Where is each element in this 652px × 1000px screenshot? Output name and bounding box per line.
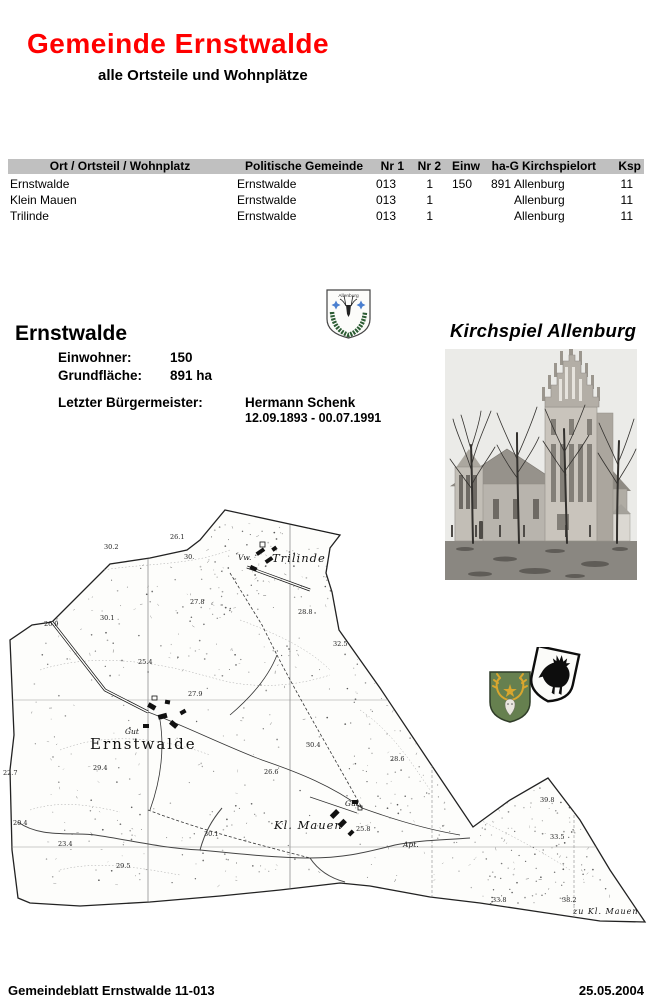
map-elevation-label: 25.8 <box>356 825 371 833</box>
cell-gemeinde: Ernstwalde <box>237 209 297 223</box>
buergermeister-name: Hermann Schenk <box>245 395 356 410</box>
map-elevation-label: 39.8 <box>540 796 555 804</box>
cell-kirchspielort: Allenburg <box>514 193 565 207</box>
territory-map <box>0 490 652 960</box>
map-place-label: Vw. <box>238 553 252 562</box>
table-header-row <box>8 159 644 174</box>
cell-nr1: 013 <box>375 209 396 223</box>
map-elevation-label: 22.7 <box>3 769 18 777</box>
allenburg-arms-icon <box>325 288 372 341</box>
map-place-label: Ernstwalde <box>90 735 197 753</box>
map-elevation-label: 27.8 <box>190 598 205 606</box>
map-elevation-label: 26.9 <box>44 620 59 628</box>
page-title: Gemeinde Ernstwalde <box>27 28 330 59</box>
cell-nr2: 1 <box>426 193 433 207</box>
map-elevation-label: 26.6 <box>264 768 279 776</box>
table-header-ksp: Ksp <box>618 159 641 173</box>
table-row <box>0 176 652 192</box>
table-header-nr2: Nr 2 <box>417 159 441 173</box>
cell-ksp: 11 <box>620 177 633 191</box>
cell-kirchspielort: Allenburg <box>514 177 565 191</box>
map-elevation-label: 38.2 <box>562 896 577 904</box>
footer-document-id: Gemeindeblatt Ernstwalde 11-013 <box>8 983 215 998</box>
ernstwalde-arms-icon <box>488 670 532 724</box>
map-place-label: Trilinde <box>272 551 326 565</box>
cell-ksp: 11 <box>620 193 633 207</box>
map-elevation-label: 27.9 <box>188 690 203 698</box>
cell-nr1: 013 <box>375 193 396 207</box>
map-elevation-layer <box>0 490 652 960</box>
table-header-einw: Einw <box>451 159 480 173</box>
allenburg-elk-arms-icon <box>527 647 581 713</box>
cell-gemeinde: Ernstwalde <box>237 193 297 207</box>
cell-ksp: 11 <box>620 209 633 223</box>
map-elevation-label: 33.5 <box>550 833 565 841</box>
map-place-label: zu Kl. Mauen <box>573 907 639 916</box>
map-elevation-label: 30.2 <box>104 543 119 551</box>
map-elevation-label: 30.1 <box>204 830 219 838</box>
map-elevation-label: 33.8 <box>492 896 507 904</box>
map-elevation-label: 32.5 <box>333 640 348 648</box>
page-subtitle: alle Ortsteile und Wohnplätze <box>98 67 308 84</box>
map-elevation-label: 26.1 <box>170 533 185 541</box>
map-elevation-label: 29.5 <box>116 862 131 870</box>
buergermeister-dates: 12.09.1893 - 00.07.1991 <box>245 411 382 425</box>
cell-ort: Trilinde <box>10 209 49 223</box>
map-place-label: Apt. <box>403 840 419 849</box>
map-elevation-label: 28.8 <box>298 608 313 616</box>
cell-nr2: 1 <box>426 177 433 191</box>
cell-gemeinde: Ernstwalde <box>237 177 297 191</box>
cell-ort: Klein Mauen <box>10 193 77 207</box>
map-elevation-label: 30. <box>184 553 195 561</box>
table-row <box>0 192 652 208</box>
cell-hag: 891 <box>490 177 511 191</box>
einwohner-value: 150 <box>170 350 193 365</box>
cell-nr2: 1 <box>426 209 433 223</box>
table-header-hag: ha-G <box>491 159 519 173</box>
table-row <box>0 208 652 224</box>
table-header-nr1: Nr 1 <box>380 159 404 173</box>
map-elevation-label: 25.4 <box>138 658 153 666</box>
svg-text:Allenburg: Allenburg <box>338 294 359 299</box>
table-header-gemeinde: Politische Gemeinde <box>245 159 364 173</box>
map-place-label: Gut <box>125 727 139 736</box>
einwohner-label: Einwohner: <box>58 350 132 365</box>
table-header-ort: Ort / Ortsteil / Wohnplatz <box>49 159 191 173</box>
grundflaeche-value: 891 ha <box>170 368 213 383</box>
map-place-label: Gut <box>345 799 359 808</box>
cell-ort: Ernstwalde <box>10 177 70 191</box>
kirchspiel-title: Kirchspiel Allenburg <box>450 320 637 341</box>
map-elevation-label: 29.4 <box>93 764 108 772</box>
map-elevation-label: 23.4 <box>58 840 73 848</box>
footer-date: 25.05.2004 <box>578 983 644 998</box>
map-elevation-label: 30.1 <box>100 614 115 622</box>
cell-kirchspielort: Allenburg <box>514 209 565 223</box>
place-name-heading: Ernstwalde <box>15 322 128 345</box>
map-place-label: Kl. Mauen <box>274 818 343 832</box>
map-elevation-label: 20.4 <box>13 819 28 827</box>
map-elevation-label: 30.4 <box>306 741 321 749</box>
grundflaeche-label: Grundfläche: <box>58 368 143 383</box>
table-header-kirchspielort: Kirchspielort <box>522 159 597 173</box>
cell-einw: 150 <box>451 177 472 191</box>
buergermeister-label: Letzter Bürgermeister: <box>58 395 203 410</box>
map-elevation-label: 28.6 <box>390 755 405 763</box>
cell-nr1: 013 <box>375 177 396 191</box>
